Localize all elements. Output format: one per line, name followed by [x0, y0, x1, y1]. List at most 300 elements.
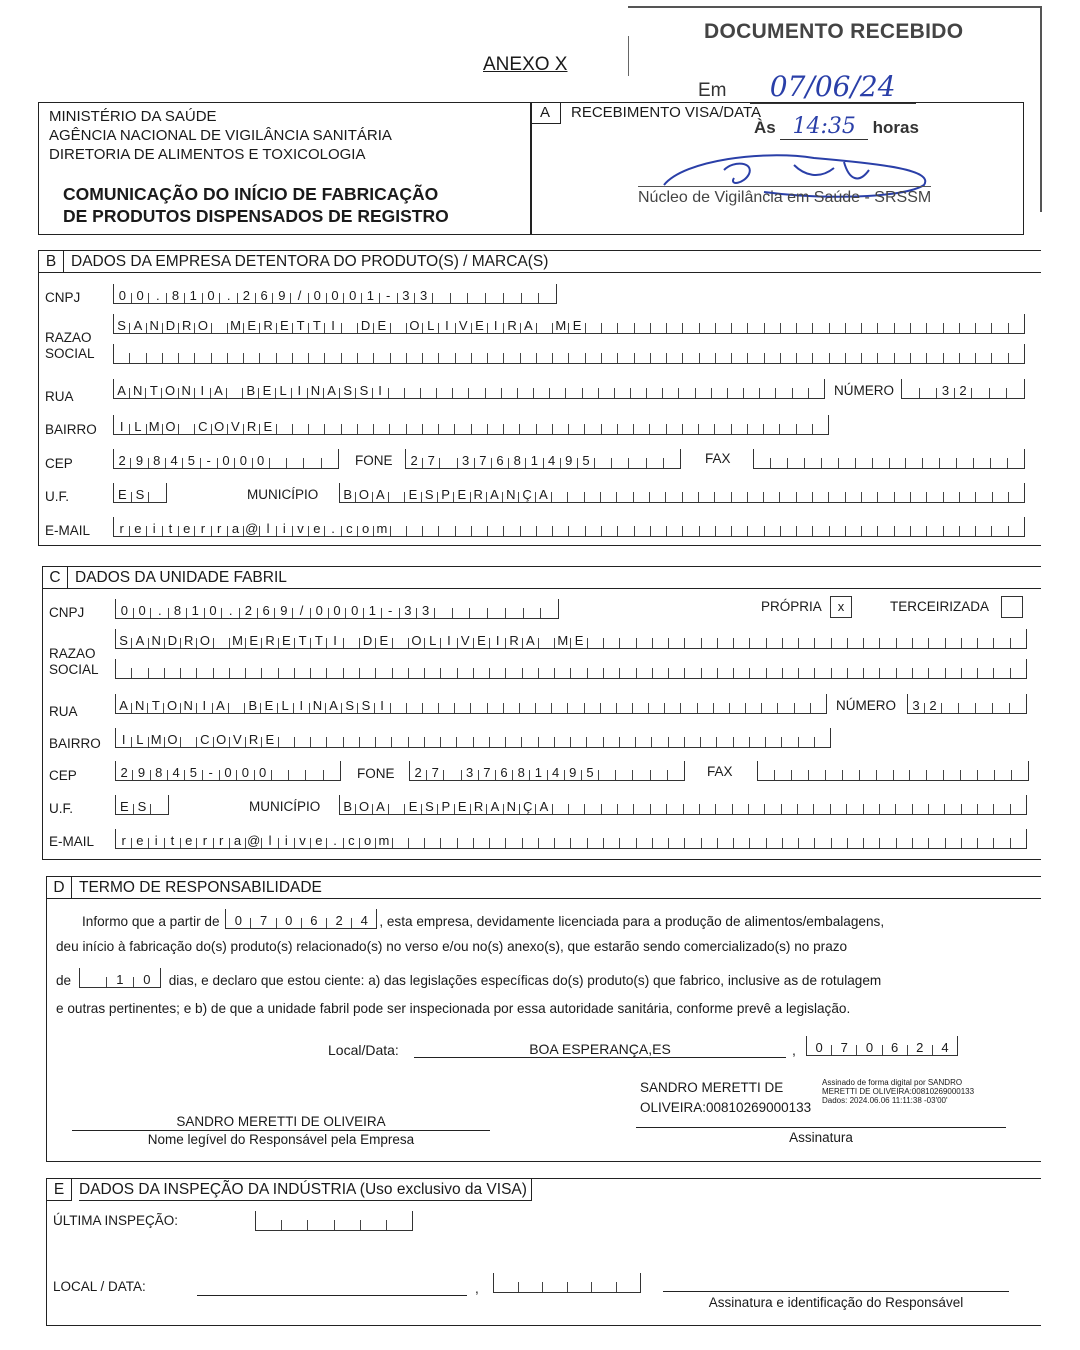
- field-cell: S: [340, 388, 356, 398]
- field-cell: [322, 458, 338, 468]
- field-cell: [995, 770, 1012, 780]
- section-c: [42, 566, 1041, 860]
- field-cell: 1: [530, 770, 547, 780]
- field-cell: [618, 424, 634, 434]
- field-cell: [811, 703, 826, 713]
- field-cell: [957, 458, 974, 468]
- fone-field[interactable]: [405, 449, 681, 469]
- field-cell: [978, 638, 994, 648]
- field-cell: [214, 668, 230, 678]
- form-title-line2: DE PRODUTOS DISPENSADOS DE REGISTRO: [63, 206, 449, 226]
- field-cell: B: [340, 804, 356, 814]
- field-cell: [978, 668, 994, 678]
- field-cell: [114, 353, 130, 363]
- field-cell: [716, 353, 732, 363]
- field-cell: [309, 353, 325, 363]
- field-cell: [327, 668, 343, 678]
- field-cell: [520, 703, 536, 713]
- field-cell: [1007, 388, 1024, 398]
- razao-social-field[interactable]: [115, 629, 1027, 649]
- field-cell: A: [213, 703, 229, 713]
- field-cell: [504, 424, 520, 434]
- ministry-block: [49, 107, 392, 164]
- field-cell: [277, 424, 293, 434]
- fone-field[interactable]: [409, 761, 685, 781]
- field-cell: [423, 526, 439, 536]
- local-date-field[interactable]: [806, 1036, 958, 1056]
- field-cell: [602, 323, 618, 333]
- field-cell: [696, 388, 712, 398]
- field-cell: [792, 770, 809, 780]
- field-cell: [992, 526, 1008, 536]
- field-cell: .: [149, 293, 167, 303]
- field-cell: [1009, 492, 1024, 502]
- field-cell: [994, 804, 1010, 814]
- field-cell: R: [504, 323, 520, 333]
- last-inspection-label: ÚLTIMA INSPEÇÃO:: [53, 1213, 179, 1228]
- field-cell: [944, 770, 961, 780]
- field-cell: [960, 353, 976, 363]
- section-e-header: [47, 1179, 1041, 1200]
- responsible-line: [72, 1130, 490, 1131]
- cep-field[interactable]: [113, 449, 339, 469]
- field-cell: S: [116, 638, 132, 648]
- box-a-title: RECEBIMENTO VISA/DATA: [571, 104, 762, 121]
- field-cell: [289, 770, 306, 780]
- field-cell: [797, 323, 813, 333]
- field-cell: [197, 668, 213, 678]
- field-cell: [880, 804, 896, 814]
- field-cell: E: [474, 638, 490, 648]
- field-cell: 9: [133, 770, 150, 780]
- uf-field[interactable]: [113, 483, 167, 503]
- term-text-1b: esta empresa, devidamente licenciada para a produção de alimentos/embalagens,: [386, 914, 885, 929]
- field-cell: D: [360, 638, 376, 648]
- field-cell: [132, 668, 148, 678]
- section-c-title: DADOS DA UNIDADE FABRIL: [75, 569, 287, 586]
- field-cell: I: [197, 703, 213, 713]
- cep-field[interactable]: [115, 761, 341, 781]
- field-cell: [878, 353, 894, 363]
- field-cell: i: [279, 838, 295, 848]
- field-cell: 0: [255, 770, 272, 780]
- field-cell: [913, 804, 929, 814]
- field-cell: 5: [185, 770, 202, 780]
- rua-field[interactable]: [113, 379, 825, 399]
- field-cell: [601, 492, 617, 502]
- field-cell: 0: [203, 293, 221, 303]
- field-cell: [750, 638, 766, 648]
- field-cell: O: [356, 804, 372, 814]
- field-cell: 0: [220, 770, 237, 780]
- field-cell: [595, 458, 612, 468]
- field-cell: A: [523, 638, 539, 648]
- field-cell: [635, 323, 651, 333]
- field-cell: [653, 838, 669, 848]
- field-cell: [783, 838, 799, 848]
- field-cell: E: [279, 638, 295, 648]
- field-cell: .: [327, 838, 343, 848]
- field-cell: [423, 424, 439, 434]
- field-cell: 0: [329, 608, 347, 618]
- field-cell: E: [262, 737, 278, 747]
- field-cell: [994, 838, 1010, 848]
- last-inspection-field[interactable]: [255, 1211, 413, 1231]
- field-cell: [822, 458, 839, 468]
- field-cell: 4: [548, 770, 565, 780]
- field-cell: I: [490, 638, 506, 648]
- terceirizada-label: TERCEIRIZADA: [890, 599, 990, 614]
- field-cell: [342, 353, 358, 363]
- field-cell: T: [293, 323, 309, 333]
- field-cell: [618, 526, 634, 536]
- field-cell: L: [132, 737, 148, 747]
- field-cell: [601, 703, 617, 713]
- field-cell: M: [553, 323, 569, 333]
- bairro-field[interactable]: [113, 415, 829, 435]
- field-cell: E: [455, 804, 471, 814]
- field-cell: R: [262, 638, 278, 648]
- field-cell: [389, 804, 405, 814]
- term-text-3a: de: [56, 973, 72, 988]
- field-cell: o: [360, 838, 376, 848]
- field-cell: [944, 353, 960, 363]
- field-cell: [651, 526, 667, 536]
- field-cell: [407, 424, 423, 434]
- field-cell: 9: [561, 458, 578, 468]
- field-cell: L: [423, 323, 439, 333]
- field-cell: [961, 770, 978, 780]
- field-cell: 3: [400, 608, 418, 618]
- field-cell: r: [197, 838, 213, 848]
- field-cell: [848, 638, 864, 648]
- field-cell: R: [179, 323, 195, 333]
- field-cell: T: [148, 703, 164, 713]
- municipio-field[interactable]: [339, 483, 1025, 503]
- field-cell: [748, 526, 764, 536]
- stamp-date-row: [698, 70, 916, 103]
- cnpj-field[interactable]: [113, 284, 557, 304]
- field-cell: I: [195, 388, 211, 398]
- email-field[interactable]: [113, 517, 1025, 537]
- field-cell: 3: [458, 458, 475, 468]
- field-cell: 0: [344, 293, 362, 303]
- digital-sig-line-1: Assinado de forma digital por SANDRO: [822, 1078, 963, 1087]
- field-cell: i: [277, 526, 293, 536]
- field-cell: [864, 804, 880, 814]
- razao-social-field-2[interactable]: [115, 659, 1027, 679]
- field-cell: [651, 353, 667, 363]
- field-cell: [539, 737, 555, 747]
- local-value[interactable]: BOA ESPERANÇA,ES: [414, 1041, 786, 1058]
- field-cell: 1: [107, 977, 134, 987]
- field-cell: I: [375, 703, 391, 713]
- form-title-line1: COMUNICAÇÃO DO INÍCIO DE FABRICAÇÃO: [63, 184, 439, 204]
- start-date-field[interactable]: [225, 909, 377, 929]
- field-cell: [847, 804, 863, 814]
- field-cell: 2: [327, 918, 352, 928]
- field-cell: 1: [362, 293, 380, 303]
- field-cell: [758, 770, 775, 780]
- field-cell: [256, 1220, 282, 1230]
- field-cell: [685, 668, 701, 678]
- field-cell: [778, 703, 794, 713]
- field-cell: 2: [406, 458, 423, 468]
- field-cell: [165, 668, 181, 678]
- field-cell: c: [342, 526, 358, 536]
- field-cell: [653, 638, 669, 648]
- field-cell: V: [458, 638, 474, 648]
- field-cell: E: [454, 492, 470, 502]
- field-cell: [651, 323, 667, 333]
- field-cell: [588, 838, 604, 848]
- field-cell: [637, 668, 653, 678]
- field-cell: .: [220, 293, 238, 303]
- field-cell: [976, 703, 993, 713]
- field-cell: [358, 353, 374, 363]
- inspector-signature-caption: Assinatura e identificação do Responsável: [708, 1295, 964, 1310]
- days-field[interactable]: [79, 968, 161, 988]
- cnpj-field[interactable]: [115, 599, 559, 619]
- field-cell: [813, 323, 829, 333]
- field-cell: [992, 353, 1008, 363]
- field-cell: [667, 804, 683, 814]
- field-cell: O: [214, 737, 230, 747]
- municipio-field[interactable]: [339, 795, 1027, 815]
- field-cell: [620, 638, 636, 648]
- field-cell: [978, 838, 994, 848]
- field-cell: [760, 388, 776, 398]
- field-cell: R: [260, 323, 276, 333]
- label-razao: RAZAO: [49, 646, 96, 661]
- field-cell: [929, 838, 945, 848]
- field-cell: [978, 804, 994, 814]
- field-cell: 9: [275, 608, 293, 618]
- field-cell: [181, 668, 197, 678]
- field-cell: [246, 668, 262, 678]
- field-cell: [699, 424, 715, 434]
- field-cell: [880, 668, 896, 678]
- field-cell: [390, 424, 406, 434]
- field-cell: -: [382, 608, 400, 618]
- field-cell: [523, 668, 539, 678]
- field-cell: [293, 424, 309, 434]
- field-cell: R: [471, 492, 487, 502]
- field-cell: 3: [937, 388, 955, 398]
- field-cell: [116, 668, 132, 678]
- field-cell: [815, 838, 831, 848]
- field-cell: [376, 668, 392, 678]
- field-cell: [270, 458, 287, 468]
- field-cell: [1012, 770, 1028, 780]
- field-cell: [308, 1220, 334, 1230]
- field-cell: [344, 668, 360, 678]
- field-cell: [282, 1220, 308, 1230]
- field-cell: A: [116, 703, 132, 713]
- field-cell: [797, 492, 813, 502]
- field-cell: r: [195, 526, 211, 536]
- field-cell: [617, 492, 633, 502]
- field-cell: [669, 737, 685, 747]
- field-cell: [990, 388, 1008, 398]
- field-cell: [862, 353, 878, 363]
- field-cell: [716, 526, 732, 536]
- field-cell: [748, 424, 764, 434]
- section-d-title: TERMO DE RESPONSABILIDADE: [79, 879, 322, 896]
- fax-field[interactable]: [757, 761, 1029, 781]
- field-cell: [506, 737, 522, 747]
- field-cell: [730, 703, 746, 713]
- field-cell: 3: [398, 293, 416, 303]
- field-cell: [734, 668, 750, 678]
- field-cell: [306, 770, 323, 780]
- field-cell: [179, 353, 195, 363]
- field-cell: [700, 353, 716, 363]
- field-cell: R: [471, 804, 487, 814]
- stamp-unit: Núcleo de Vigilância em Saúde - SRSSM: [638, 186, 931, 207]
- label-social: SOCIAL: [49, 662, 99, 677]
- field-cell: [1010, 703, 1026, 713]
- date-e-field[interactable]: [493, 1273, 641, 1293]
- field-cell: [776, 388, 792, 398]
- field-cell: [895, 526, 911, 536]
- field-cell: [631, 388, 647, 398]
- field-cell: [471, 703, 487, 713]
- field-cell: [439, 526, 455, 536]
- field-cell: [523, 838, 539, 848]
- field-cell: [732, 424, 748, 434]
- field-cell: T: [146, 388, 162, 398]
- field-cell: [425, 668, 441, 678]
- field-cell: [309, 424, 325, 434]
- field-cell: [716, 323, 732, 333]
- field-cell: [830, 526, 846, 536]
- digital-signer: [640, 1078, 811, 1118]
- field-cell: [685, 638, 701, 648]
- field-cell: [826, 770, 843, 780]
- field-cell: [455, 424, 471, 434]
- field-cell: [262, 668, 278, 678]
- field-cell: S: [356, 388, 372, 398]
- field-cell: [569, 526, 585, 536]
- field-cell: C: [195, 424, 211, 434]
- field-cell: [277, 353, 293, 363]
- field-cell: [715, 424, 731, 434]
- field-cell: [993, 703, 1010, 713]
- rua-field[interactable]: [115, 694, 827, 714]
- razao-social-field[interactable]: [113, 314, 1025, 334]
- field-cell: S: [342, 703, 358, 713]
- section-e-title: DADOS DA INSPEÇÃO DA INDÚSTRIA (Uso exclusivo da VISA): [79, 1179, 532, 1201]
- field-cell: [599, 770, 616, 780]
- field-cell: N: [310, 703, 326, 713]
- inspector-signature-line[interactable]: [663, 1291, 1009, 1292]
- field-cell: [568, 703, 584, 713]
- field-cell: [765, 526, 781, 536]
- field-cell: [553, 526, 569, 536]
- propria-checkbox[interactable]: x: [830, 596, 852, 618]
- field-cell: [441, 838, 457, 848]
- field-cell: B: [245, 703, 261, 713]
- field-cell: [683, 492, 699, 502]
- field-cell: [360, 668, 376, 678]
- label-razao: RAZAO: [45, 330, 92, 345]
- terceirizada-checkbox[interactable]: [1001, 596, 1023, 618]
- uf-field[interactable]: [115, 795, 169, 815]
- field-cell: [813, 526, 829, 536]
- field-cell: [588, 668, 604, 678]
- field-cell: [647, 388, 663, 398]
- agency: AGÊNCIA NACIONAL DE VIGILÂNCIA SANITÁRIA: [49, 127, 392, 144]
- field-cell: [439, 424, 455, 434]
- field-cell: [409, 668, 425, 678]
- field-cell: [848, 668, 864, 678]
- field-cell: 8: [509, 458, 526, 468]
- field-cell: [504, 703, 520, 713]
- fax-field[interactable]: [753, 449, 1025, 469]
- field-cell: [553, 804, 569, 814]
- field-cell: L: [130, 424, 146, 434]
- field-cell: O: [163, 424, 179, 434]
- field-cell: I: [441, 638, 457, 648]
- numero-field[interactable]: [901, 379, 1025, 399]
- field-cell: [890, 458, 907, 468]
- label-rua: RUA: [45, 389, 74, 404]
- field-cell: [539, 668, 555, 678]
- field-cell: [358, 424, 374, 434]
- field-cell: -: [380, 293, 398, 303]
- field-cell: [927, 323, 943, 333]
- field-cell: [468, 293, 486, 303]
- field-cell: [780, 492, 796, 502]
- field-cell: [506, 608, 524, 618]
- field-cell: 4: [544, 458, 561, 468]
- field-cell: I: [292, 388, 308, 398]
- comma-sep: ,: [792, 1042, 796, 1058]
- field-cell: [618, 353, 634, 363]
- section-d-header: [47, 877, 1041, 899]
- razao-social-field-2[interactable]: [113, 344, 1025, 364]
- stamp-time: 14:35: [780, 114, 867, 140]
- field-cell: E: [116, 804, 134, 814]
- label-social: SOCIAL: [45, 346, 95, 361]
- field-cell: [615, 388, 631, 398]
- field-cell: 3: [462, 770, 479, 780]
- email-field[interactable]: [115, 829, 1027, 849]
- field-cell: i: [149, 838, 165, 848]
- section-b-header: [39, 251, 1041, 273]
- field-cell: [571, 737, 587, 747]
- field-cell: [588, 638, 604, 648]
- digital-signature-stamp: [822, 1078, 974, 1105]
- label-fax: FAX: [705, 451, 731, 466]
- numero-field[interactable]: [907, 694, 1027, 714]
- field-cell: l: [260, 526, 276, 536]
- field-cell: O: [212, 424, 228, 434]
- field-cell: [878, 492, 894, 502]
- label-uf: U.F.: [45, 489, 70, 504]
- local-e-line[interactable]: [197, 1295, 467, 1296]
- field-cell: [586, 526, 602, 536]
- field-cell: [679, 388, 695, 398]
- field-cell: [553, 424, 569, 434]
- field-cell: [472, 526, 488, 536]
- field-cell: [795, 703, 811, 713]
- bairro-field[interactable]: [115, 728, 831, 748]
- field-cell: [864, 838, 880, 848]
- field-cell: [455, 703, 471, 713]
- field-cell: [651, 770, 668, 780]
